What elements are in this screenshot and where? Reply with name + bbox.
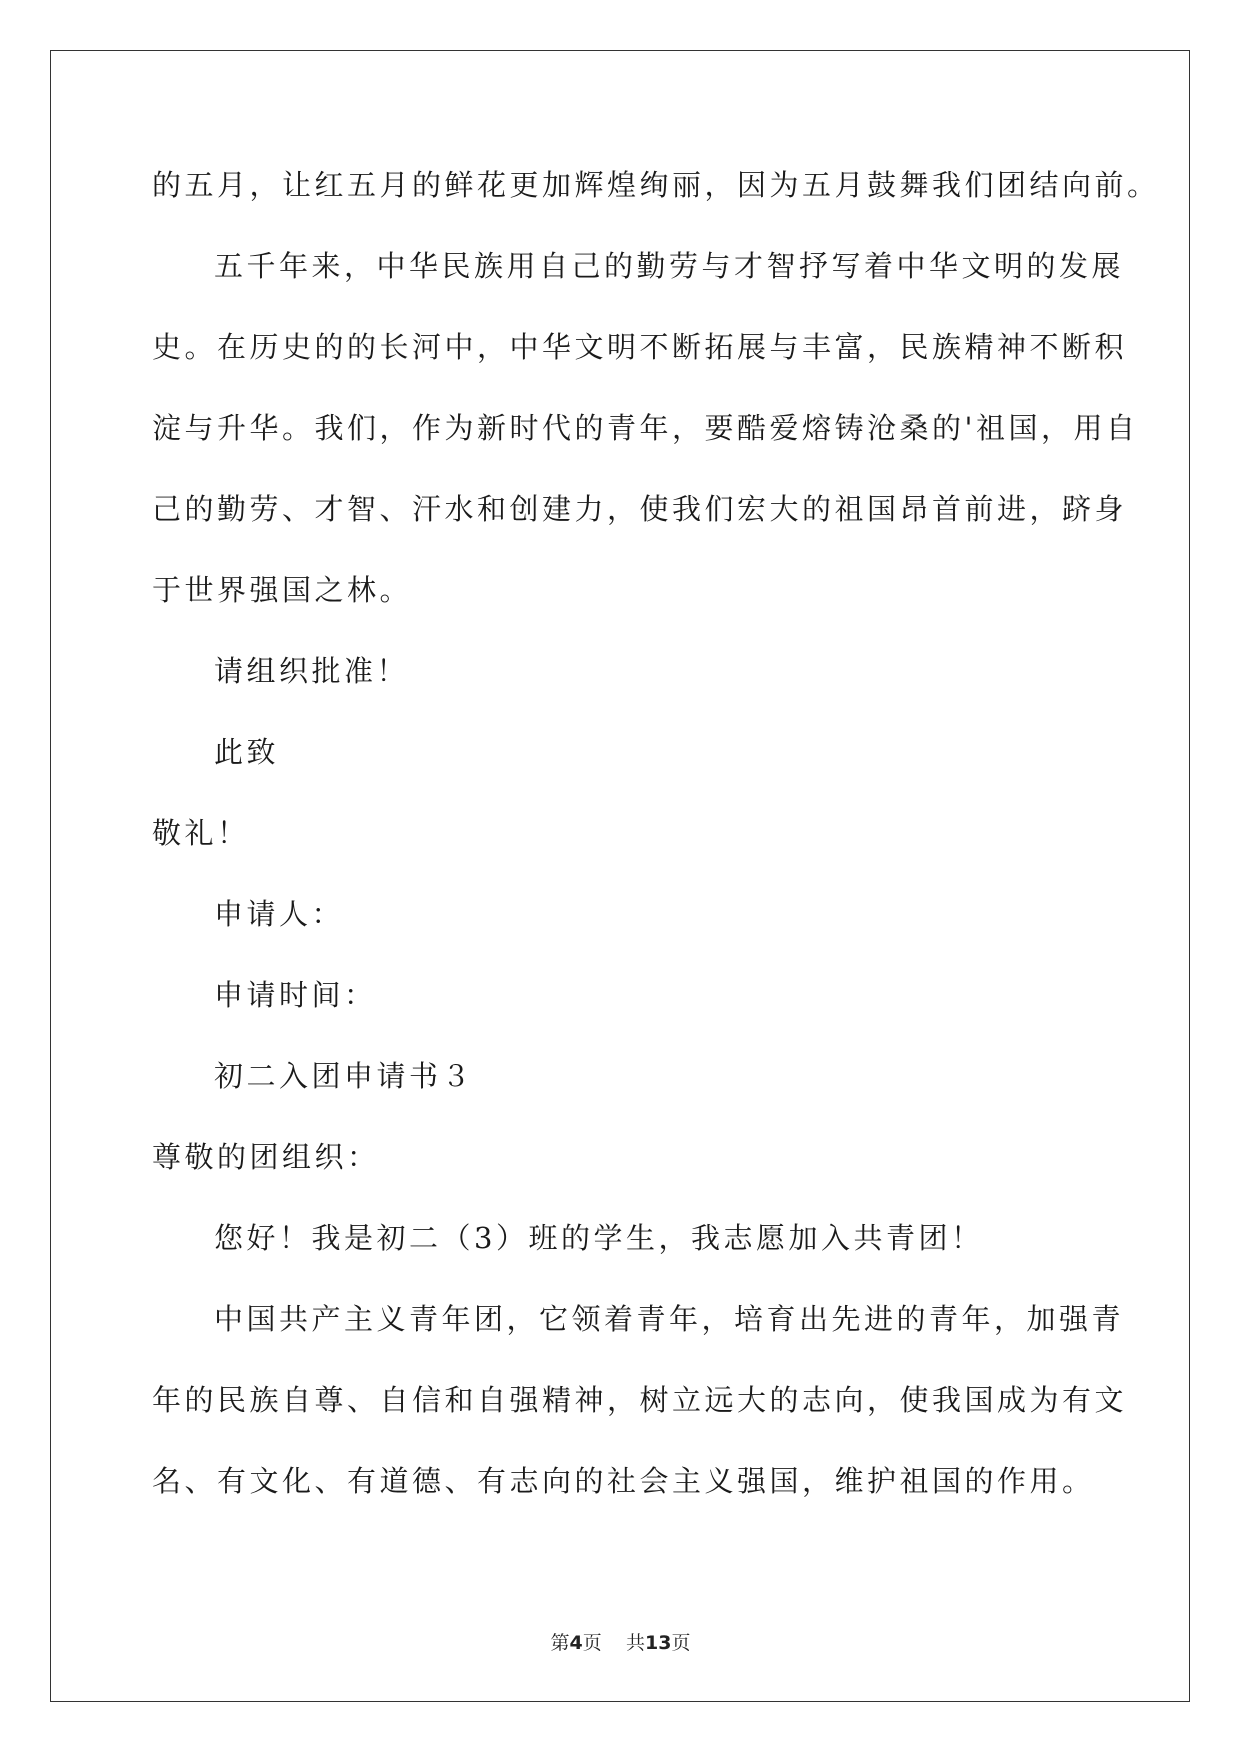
text-line: 淀与升华。我们，作为新时代的青年，要酷爱熔铸沧桑的'祖国，用自 <box>152 411 1139 445</box>
footer-total-suffix: 页 <box>671 1632 691 1654</box>
page-border <box>50 50 1190 1702</box>
section-title: 初二入团申请书３ <box>214 1059 475 1093</box>
page-footer <box>0 1628 1241 1655</box>
text-line: 名、有文化、有道德、有志向的社会主义强国，维护祖国的作用。 <box>152 1464 1095 1498</box>
text-line: 年的民族自尊、自信和自强精神，树立远大的志向，使我国成为有文 <box>152 1383 1128 1417</box>
text-line: 请组织批准！ <box>214 654 410 688</box>
text-line: 史。在历史的的长河中，中华文明不断拓展与丰富，民族精神不断积 <box>152 330 1128 364</box>
total-pages: 13 <box>644 1632 672 1654</box>
date-line: 申请时间： <box>214 978 377 1012</box>
text-line: 己的勤劳、才智、汗水和创建力，使我们宏大的祖国昂首前进，跻身 <box>152 492 1128 526</box>
salutation-line: 此致 <box>214 735 280 769</box>
footer-page-suffix: 页 <box>582 1632 602 1654</box>
salutation-line: 敬礼！ <box>152 816 250 850</box>
footer-total-prefix: 共 <box>625 1632 645 1654</box>
page-number: 4 <box>569 1632 583 1654</box>
applicant-line: 申请人： <box>214 897 345 931</box>
footer-prefix: 第 <box>550 1632 570 1654</box>
text-line: 中国共产主义青年团，它领着青年，培育出先进的青年，加强青 <box>214 1302 1125 1336</box>
greeting-line: 尊敬的团组织： <box>152 1140 380 1174</box>
text-line: 您好！我是初二（3）班的学生，我志愿加入共青团！ <box>214 1221 984 1255</box>
text-line: 于世界强国之林。 <box>152 573 413 607</box>
text-line: 五千年来，中华民族用自己的勤劳与才智抒写着中华文明的发展 <box>214 249 1125 283</box>
text-line: 的五月，让红五月的鲜花更加辉煌绚丽，因为五月鼓舞我们团结向前。 <box>152 168 1160 202</box>
